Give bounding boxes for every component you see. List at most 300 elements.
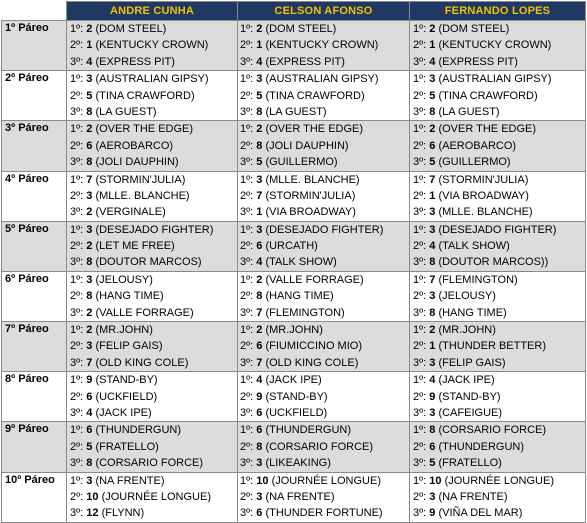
pick-number: 6 bbox=[86, 390, 93, 403]
picks-cell-celson-afonso bbox=[238, 121, 410, 171]
pick-position: 1º: bbox=[240, 173, 254, 186]
pick-horse-name: (JOURNÉE LONGUE) bbox=[444, 474, 554, 487]
pick-number: 1 bbox=[256, 206, 263, 219]
pick-line bbox=[410, 322, 585, 338]
pick-number: 5 bbox=[429, 156, 436, 169]
pick-horse-name: (STAND-BY) bbox=[265, 390, 328, 403]
pick-number: 12 bbox=[86, 507, 99, 520]
pick-horse-name: (MR.JOHN) bbox=[438, 324, 496, 337]
pick-position: 1º: bbox=[413, 73, 427, 86]
pick-number: 3 bbox=[86, 223, 93, 236]
pick-position: 1º: bbox=[240, 23, 254, 35]
pick-line bbox=[238, 288, 409, 304]
pick-horse-name: (THUNDERGUN) bbox=[438, 440, 524, 453]
pick-line bbox=[410, 455, 585, 471]
pick-number: 8 bbox=[429, 424, 436, 437]
pick-number: 1 bbox=[429, 189, 436, 202]
pick-horse-name: (GUILLERMO) bbox=[438, 156, 511, 169]
pick-line bbox=[238, 238, 409, 254]
pick-position: 2º: bbox=[70, 340, 84, 353]
pick-horse-name: (DOM STEEL) bbox=[438, 23, 510, 35]
pick-line bbox=[67, 322, 237, 338]
pick-position: 3º: bbox=[70, 156, 84, 169]
pick-number: 7 bbox=[86, 173, 93, 186]
pick-position: 3º: bbox=[70, 356, 84, 369]
pick-horse-name: (LA GUEST) bbox=[265, 105, 327, 118]
pick-number: 2 bbox=[429, 23, 436, 35]
races-body bbox=[2, 21, 586, 523]
pick-number: 4 bbox=[86, 55, 93, 68]
pick-number: 8 bbox=[429, 306, 436, 319]
pick-number: 10 bbox=[429, 474, 442, 487]
pick-position: 2º: bbox=[70, 390, 84, 403]
pick-position: 2º: bbox=[70, 139, 84, 152]
pick-line bbox=[410, 21, 585, 37]
pick-horse-name: (KENTUCKY CROWN) bbox=[438, 39, 552, 52]
pick-number: 5 bbox=[86, 89, 93, 102]
race-row bbox=[2, 21, 586, 71]
pick-position: 2º: bbox=[413, 290, 427, 303]
pick-position: 1º: bbox=[240, 273, 254, 286]
pick-line bbox=[67, 88, 237, 104]
pick-position: 2º: bbox=[413, 139, 427, 152]
pick-line bbox=[410, 405, 585, 421]
pick-horse-name: (STAND-BY) bbox=[438, 390, 501, 403]
pick-number: 3 bbox=[429, 356, 436, 369]
pick-line bbox=[238, 305, 409, 321]
pick-horse-name: (VIA BROADWAY) bbox=[265, 206, 356, 219]
pick-position: 3º: bbox=[240, 457, 254, 470]
pick-position: 2º: bbox=[240, 490, 254, 503]
pick-position: 2º: bbox=[413, 440, 427, 453]
pick-line bbox=[67, 355, 237, 371]
pick-horse-name: (OVER THE EDGE) bbox=[265, 123, 364, 136]
pick-number: 6 bbox=[256, 406, 263, 419]
pick-line bbox=[410, 222, 585, 238]
pick-number: 2 bbox=[86, 206, 93, 219]
pick-horse-name: (TINA CRAWFORD) bbox=[95, 89, 195, 102]
pick-position: 2º: bbox=[413, 189, 427, 202]
pick-horse-name: (VERGINALE) bbox=[95, 206, 166, 219]
pick-line bbox=[238, 54, 409, 70]
pick-line bbox=[238, 121, 409, 137]
race-row bbox=[2, 372, 586, 422]
pick-horse-name: (UCKFIELD) bbox=[265, 406, 328, 419]
pick-number: 8 bbox=[429, 105, 436, 118]
pick-number: 3 bbox=[256, 490, 263, 503]
pick-line bbox=[238, 154, 409, 170]
pick-position: 1º: bbox=[70, 223, 84, 236]
pick-line bbox=[238, 188, 409, 204]
pick-number: 4 bbox=[429, 240, 436, 253]
pick-line bbox=[238, 104, 409, 120]
pick-horse-name: (DESEJADO FIGHTER) bbox=[265, 223, 384, 236]
pick-line bbox=[410, 254, 585, 270]
pick-line bbox=[238, 405, 409, 421]
pick-number: 7 bbox=[256, 306, 263, 319]
pick-horse-name: (JOLI DAUPHIN) bbox=[265, 139, 349, 152]
pick-position: 3º: bbox=[413, 256, 427, 269]
picks-cell-celson-afonso bbox=[238, 271, 410, 321]
tips-table bbox=[1, 1, 586, 523]
pick-horse-name: (AUSTRALIAN GIPSY) bbox=[265, 73, 379, 86]
race-label: 2º Páreo bbox=[2, 71, 67, 121]
pick-number: 3 bbox=[256, 457, 263, 470]
pick-position: 2º: bbox=[413, 390, 427, 403]
pick-line bbox=[238, 172, 409, 188]
pick-number: 9 bbox=[429, 507, 436, 520]
pick-position: 1º: bbox=[70, 273, 84, 286]
pick-position: 3º: bbox=[413, 356, 427, 369]
pick-horse-name: (TALK SHOW) bbox=[265, 256, 337, 269]
pick-line bbox=[410, 238, 585, 254]
pick-line bbox=[238, 272, 409, 288]
pick-horse-name: (HANG TIME) bbox=[438, 306, 507, 319]
pick-horse-name: (TALK SHOW) bbox=[438, 240, 510, 253]
pick-horse-name: (DESEJADO FIGHTER) bbox=[438, 223, 557, 236]
pick-position: 1º: bbox=[70, 123, 84, 136]
pick-position: 2º: bbox=[70, 39, 84, 52]
pick-number: 4 bbox=[429, 55, 436, 68]
pick-position: 2º: bbox=[413, 490, 427, 503]
pick-number: 1 bbox=[429, 340, 436, 353]
pick-horse-name: (NA FRENTE) bbox=[438, 490, 508, 503]
pick-horse-name: (JACK IPE) bbox=[265, 374, 322, 387]
pick-horse-name: (FLEMINGTON) bbox=[438, 273, 518, 286]
pick-line bbox=[67, 121, 237, 137]
race-label: 4º Páreo bbox=[2, 171, 67, 221]
pick-number: 2 bbox=[429, 324, 436, 337]
header-fernando-lopes: FERNANDO LOPES bbox=[410, 2, 586, 21]
pick-line bbox=[238, 71, 409, 87]
picks-cell-celson-afonso bbox=[238, 221, 410, 271]
pick-position: 1º: bbox=[413, 324, 427, 337]
pick-line bbox=[67, 338, 237, 354]
pick-horse-name: (DOM STEEL) bbox=[265, 23, 337, 35]
pick-line bbox=[410, 338, 585, 354]
pick-line bbox=[67, 21, 237, 37]
pick-position: 3º: bbox=[240, 55, 254, 68]
pick-number: 6 bbox=[256, 240, 263, 253]
pick-position: 3º: bbox=[240, 156, 254, 169]
pick-position: 2º: bbox=[70, 189, 84, 202]
pick-line bbox=[67, 372, 237, 388]
picks-cell-fernando-lopes bbox=[410, 271, 586, 321]
pick-line bbox=[238, 88, 409, 104]
pick-line bbox=[67, 188, 237, 204]
pick-horse-name: (STORMIN'JULIA) bbox=[95, 173, 186, 186]
pick-number: 8 bbox=[86, 156, 93, 169]
pick-line bbox=[410, 489, 585, 505]
pick-number: 9 bbox=[256, 390, 263, 403]
pick-horse-name: (TINA CRAWFORD) bbox=[265, 89, 365, 102]
pick-number: 3 bbox=[256, 173, 263, 186]
pick-line bbox=[238, 455, 409, 471]
pick-horse-name: (VIÑA DEL MAR) bbox=[438, 507, 523, 520]
race-row bbox=[2, 422, 586, 472]
picks-cell-fernando-lopes bbox=[410, 221, 586, 271]
picks-cell-celson-afonso bbox=[238, 71, 410, 121]
pick-position: 2º: bbox=[413, 240, 427, 253]
pick-line bbox=[238, 254, 409, 270]
pick-line bbox=[67, 272, 237, 288]
pick-position: 1º: bbox=[70, 173, 84, 186]
picks-cell-celson-afonso bbox=[238, 21, 410, 71]
pick-position: 1º: bbox=[413, 223, 427, 236]
pick-line bbox=[67, 489, 237, 505]
pick-horse-name: (OLD KING COLE) bbox=[265, 356, 359, 369]
pick-position: 1º: bbox=[413, 23, 427, 35]
pick-number: 3 bbox=[86, 474, 93, 487]
pick-line bbox=[238, 473, 409, 489]
pick-number: 9 bbox=[429, 390, 436, 403]
pick-position: 1º: bbox=[70, 73, 84, 86]
pick-position: 2º: bbox=[240, 390, 254, 403]
pick-number: 2 bbox=[86, 123, 93, 136]
pick-line bbox=[410, 505, 585, 521]
pick-horse-name: (FLEMINGTON) bbox=[265, 306, 345, 319]
pick-position: 1º: bbox=[70, 23, 84, 35]
pick-position: 3º: bbox=[413, 457, 427, 470]
pick-position: 3º: bbox=[413, 507, 427, 520]
pick-horse-name: (EXPRESS PIT) bbox=[265, 55, 345, 68]
pick-position: 3º: bbox=[413, 105, 427, 118]
pick-number: 3 bbox=[429, 290, 436, 303]
pick-number: 2 bbox=[256, 273, 263, 286]
pick-number: 7 bbox=[86, 356, 93, 369]
pick-position: 1º: bbox=[240, 474, 254, 487]
pick-line bbox=[410, 188, 585, 204]
pick-number: 3 bbox=[86, 273, 93, 286]
pick-horse-name: (THUNDERGUN) bbox=[95, 424, 181, 437]
pick-line bbox=[410, 272, 585, 288]
pick-number: 10 bbox=[86, 490, 99, 503]
pick-line bbox=[67, 222, 237, 238]
picks-cell-andre-cunha bbox=[67, 121, 238, 171]
pick-number: 3 bbox=[86, 73, 93, 86]
pick-horse-name: (UCKFIELD) bbox=[95, 390, 158, 403]
pick-horse-name: (JOLI DAUPHIN) bbox=[95, 156, 179, 169]
pick-position: 2º: bbox=[413, 89, 427, 102]
pick-number: 4 bbox=[256, 374, 263, 387]
pick-position: 3º: bbox=[413, 156, 427, 169]
pick-number: 8 bbox=[256, 139, 263, 152]
pick-horse-name: (VALLE FORRAGE) bbox=[95, 306, 194, 319]
pick-horse-name: (MR.JOHN) bbox=[265, 324, 323, 337]
pick-horse-name: (JOURNÉE LONGUE) bbox=[101, 490, 211, 503]
pick-number: 2 bbox=[86, 324, 93, 337]
pick-line bbox=[410, 154, 585, 170]
pick-position: 3º: bbox=[70, 105, 84, 118]
pick-number: 3 bbox=[429, 206, 436, 219]
picks-cell-celson-afonso bbox=[238, 171, 410, 221]
pick-position: 1º: bbox=[413, 173, 427, 186]
pick-position: 2º: bbox=[70, 440, 84, 453]
picks-cell-celson-afonso bbox=[238, 322, 410, 372]
pick-number: 6 bbox=[429, 139, 436, 152]
pick-horse-name: (KENTUCKY CROWN) bbox=[95, 39, 209, 52]
pick-horse-name: (MR.JOHN) bbox=[95, 324, 153, 337]
pick-line bbox=[410, 138, 585, 154]
pick-position: 2º: bbox=[240, 139, 254, 152]
pick-position: 3º: bbox=[70, 256, 84, 269]
pick-number: 4 bbox=[256, 55, 263, 68]
pick-number: 1 bbox=[256, 39, 263, 52]
race-label: 9º Páreo bbox=[2, 422, 67, 472]
pick-horse-name: (STAND-BY) bbox=[95, 374, 158, 387]
pick-position: 1º: bbox=[70, 324, 84, 337]
pick-horse-name: (FELIP GAIS) bbox=[95, 340, 163, 353]
pick-position: 3º: bbox=[240, 206, 254, 219]
pick-horse-name: (DOM STEEL) bbox=[95, 23, 167, 35]
pick-number: 5 bbox=[429, 457, 436, 470]
pick-line bbox=[410, 88, 585, 104]
pick-line bbox=[67, 172, 237, 188]
pick-number: 1 bbox=[86, 39, 93, 52]
picks-cell-andre-cunha bbox=[67, 372, 238, 422]
pick-number: 3 bbox=[429, 73, 436, 86]
pick-position: 1º: bbox=[240, 73, 254, 86]
pick-line bbox=[410, 389, 585, 405]
pick-line bbox=[410, 473, 585, 489]
pick-line bbox=[410, 439, 585, 455]
pick-number: 3 bbox=[256, 223, 263, 236]
pick-position: 3º: bbox=[240, 306, 254, 319]
picks-cell-andre-cunha bbox=[67, 271, 238, 321]
picks-cell-fernando-lopes bbox=[410, 71, 586, 121]
pick-number: 8 bbox=[86, 256, 93, 269]
picks-cell-andre-cunha bbox=[67, 322, 238, 372]
pick-horse-name: (MLLE. BLANCHE) bbox=[438, 206, 533, 219]
pick-line bbox=[238, 37, 409, 53]
pick-horse-name: (DOUTOR MARCOS) bbox=[95, 256, 202, 269]
pick-number: 3 bbox=[429, 490, 436, 503]
pick-line bbox=[238, 322, 409, 338]
pick-position: 1º: bbox=[70, 424, 84, 437]
pick-number: 7 bbox=[429, 273, 436, 286]
pick-position: 2º: bbox=[413, 39, 427, 52]
pick-position: 2º: bbox=[240, 39, 254, 52]
pick-horse-name: (AUSTRALIAN GIPSY) bbox=[438, 73, 552, 86]
pick-number: 2 bbox=[86, 240, 93, 253]
pick-number: 5 bbox=[86, 440, 93, 453]
pick-horse-name: (CORSARIO FORCE) bbox=[95, 457, 204, 470]
pick-line bbox=[238, 505, 409, 521]
pick-horse-name: (FRATELLO) bbox=[438, 457, 502, 470]
pick-position: 1º: bbox=[240, 223, 254, 236]
pick-number: 2 bbox=[429, 123, 436, 136]
race-label: 6º Páreo bbox=[2, 271, 67, 321]
picks-cell-andre-cunha bbox=[67, 71, 238, 121]
picks-cell-andre-cunha bbox=[67, 472, 238, 522]
pick-position: 3º: bbox=[413, 306, 427, 319]
pick-number: 8 bbox=[86, 105, 93, 118]
pick-horse-name: (HANG TIME) bbox=[95, 290, 164, 303]
pick-position: 2º: bbox=[240, 240, 254, 253]
pick-number: 6 bbox=[256, 424, 263, 437]
pick-number: 10 bbox=[256, 474, 269, 487]
pick-horse-name: (NA FRENTE) bbox=[265, 490, 335, 503]
pick-line bbox=[410, 372, 585, 388]
pick-position: 2º: bbox=[240, 290, 254, 303]
pick-horse-name: (FELIP GAIS) bbox=[438, 356, 506, 369]
pick-horse-name: (JACK IPE) bbox=[438, 374, 495, 387]
pick-horse-name: (LIKEAKING) bbox=[265, 457, 331, 470]
race-row bbox=[2, 472, 586, 522]
pick-horse-name: (STORMIN'JULIA) bbox=[438, 173, 529, 186]
pick-horse-name: (DESEJADO FIGHTER) bbox=[95, 223, 214, 236]
pick-position: 1º: bbox=[413, 424, 427, 437]
pick-position: 2º: bbox=[70, 290, 84, 303]
pick-position: 1º: bbox=[413, 123, 427, 136]
pick-horse-name: (OLD KING COLE) bbox=[95, 356, 189, 369]
race-row bbox=[2, 221, 586, 271]
pick-horse-name: (THUNDERGUN) bbox=[265, 424, 351, 437]
pick-number: 6 bbox=[86, 424, 93, 437]
pick-number: 7 bbox=[256, 356, 263, 369]
pick-number: 6 bbox=[256, 507, 263, 520]
pick-position: 1º: bbox=[70, 474, 84, 487]
pick-position: 1º: bbox=[70, 374, 84, 387]
pick-horse-name: (AEROBARCO) bbox=[438, 139, 517, 152]
race-row bbox=[2, 271, 586, 321]
pick-number: 5 bbox=[429, 89, 436, 102]
picks-cell-fernando-lopes bbox=[410, 472, 586, 522]
picks-cell-andre-cunha bbox=[67, 21, 238, 71]
pick-number: 8 bbox=[256, 105, 263, 118]
pick-position: 2º: bbox=[413, 340, 427, 353]
pick-line bbox=[238, 138, 409, 154]
pick-number: 6 bbox=[256, 340, 263, 353]
pick-line bbox=[238, 222, 409, 238]
pick-horse-name: (URCATH) bbox=[265, 240, 318, 253]
header-andre-cunha: ANDRE CUNHA bbox=[67, 2, 238, 21]
pick-line bbox=[67, 71, 237, 87]
picks-cell-fernando-lopes bbox=[410, 422, 586, 472]
picks-cell-fernando-lopes bbox=[410, 21, 586, 71]
pick-number: 2 bbox=[86, 23, 93, 35]
pick-position: 3º: bbox=[70, 457, 84, 470]
pick-horse-name: (VALLE FORRAGE) bbox=[265, 273, 364, 286]
pick-number: 4 bbox=[86, 406, 93, 419]
pick-position: 2º: bbox=[240, 440, 254, 453]
pick-position: 3º: bbox=[70, 507, 84, 520]
pick-horse-name: (CAFEIGUE) bbox=[438, 406, 503, 419]
race-label: 5º Páreo bbox=[2, 221, 67, 271]
race-row bbox=[2, 171, 586, 221]
pick-number: 5 bbox=[256, 156, 263, 169]
picks-cell-celson-afonso bbox=[238, 422, 410, 472]
pick-horse-name: (TINA CRAWFORD) bbox=[438, 89, 538, 102]
pick-horse-name: (MLLE. BLANCHE) bbox=[95, 189, 190, 202]
pick-position: 1º: bbox=[240, 324, 254, 337]
picks-cell-andre-cunha bbox=[67, 171, 238, 221]
pick-number: 8 bbox=[86, 290, 93, 303]
pick-horse-name: (CORSARIO FORCE) bbox=[438, 424, 547, 437]
pick-position: 1º: bbox=[413, 474, 427, 487]
pick-number: 4 bbox=[429, 374, 436, 387]
pick-position: 2º: bbox=[70, 240, 84, 253]
pick-position: 2º: bbox=[70, 490, 84, 503]
pick-line bbox=[67, 104, 237, 120]
pick-position: 2º: bbox=[240, 89, 254, 102]
pick-horse-name: (THUNDER BETTER) bbox=[438, 340, 547, 353]
pick-horse-name: (STORMIN'JULIA) bbox=[265, 189, 356, 202]
picks-cell-celson-afonso bbox=[238, 372, 410, 422]
pick-line bbox=[238, 439, 409, 455]
pick-line bbox=[67, 288, 237, 304]
pick-position: 3º: bbox=[413, 406, 427, 419]
